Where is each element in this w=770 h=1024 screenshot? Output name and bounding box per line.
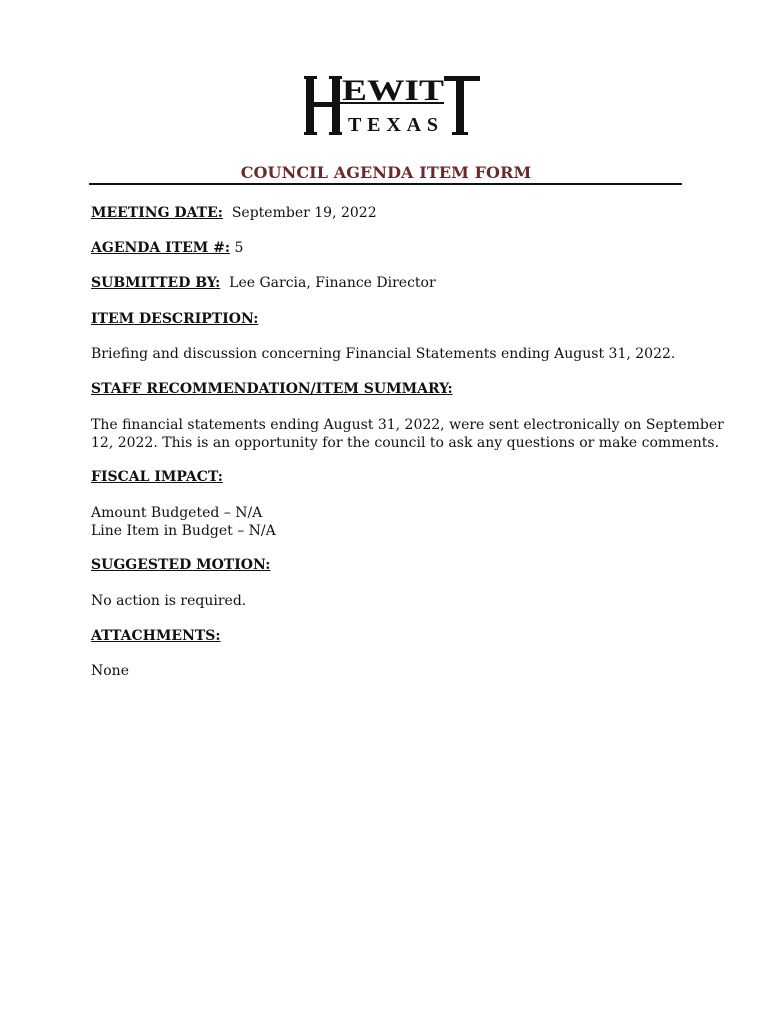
title-divider bbox=[89, 183, 682, 185]
meeting-date-row bbox=[91, 204, 377, 222]
attachments-text: None bbox=[91, 663, 129, 679]
fiscal-impact-heading bbox=[91, 468, 223, 486]
suggested-motion-text: No action is required. bbox=[91, 593, 247, 609]
attachments-label: ATTACHMENTS: bbox=[91, 628, 221, 644]
item-description-heading bbox=[91, 310, 258, 328]
agenda-item-label: AGENDA ITEM #: bbox=[91, 240, 231, 256]
meeting-date-value: September 19, 2022 bbox=[231, 205, 377, 221]
staff-recommendation-line: The financial statements ending August 31, 2022, were sent electronically on September bbox=[91, 417, 724, 433]
agenda-item-row bbox=[91, 239, 243, 257]
staff-recommendation-line: 12, 2022. This is an opportunity for the council to ask any questions or make comments. bbox=[91, 435, 720, 451]
fiscal-impact-text bbox=[91, 504, 691, 540]
fiscal-impact-line: Line Item in Budget – N/A bbox=[91, 523, 276, 539]
suggested-motion-heading bbox=[91, 556, 270, 574]
logo-subtitle: TEXAS bbox=[348, 114, 438, 136]
attachments-heading bbox=[91, 627, 221, 645]
staff-recommendation-label: STAFF RECOMMENDATION/ITEM SUMMARY: bbox=[91, 381, 453, 397]
hewitt-texas-logo bbox=[304, 76, 480, 136]
agenda-item-value: 5 bbox=[234, 240, 244, 256]
staff-recommendation-text bbox=[91, 416, 724, 452]
form-title: COUNCIL AGENDA ITEM FORM bbox=[240, 163, 532, 182]
fiscal-impact-label: FISCAL IMPACT: bbox=[91, 469, 223, 485]
item-description-text: Briefing and discussion concerning Financial Statements ending August 31, 2022. bbox=[91, 346, 676, 362]
item-description-label: ITEM DESCRIPTION: bbox=[91, 311, 259, 327]
submitted-by-row bbox=[91, 274, 436, 292]
fiscal-impact-line: Amount Budgeted – N/A bbox=[91, 505, 263, 521]
suggested-motion-label: SUGGESTED MOTION: bbox=[91, 557, 271, 573]
meeting-date-label: MEETING DATE: bbox=[91, 205, 223, 221]
submitted-by-value: Lee Garcia, Finance Director bbox=[229, 275, 436, 291]
submitted-by-label: SUBMITTED BY: bbox=[91, 275, 221, 291]
svg-text:EWIT: EWIT bbox=[342, 76, 444, 107]
staff-recommendation-heading bbox=[91, 380, 453, 398]
